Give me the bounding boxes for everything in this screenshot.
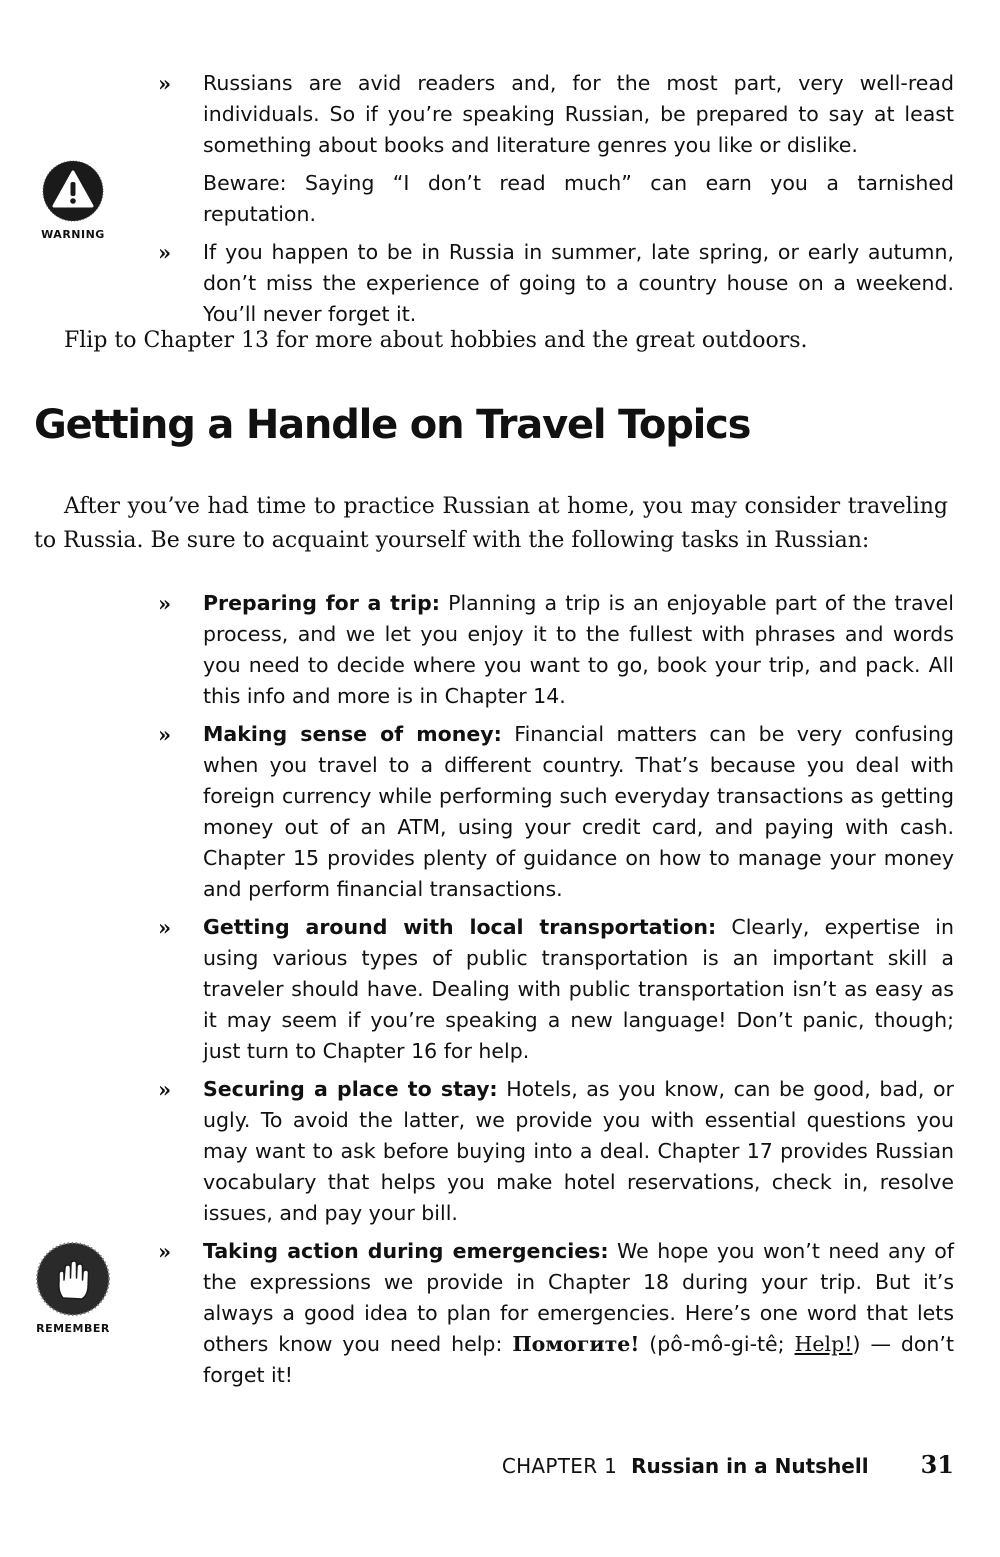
list-item	[158, 1074, 954, 1229]
section-intro: After you’ve had time to practice Russian at home, you may consider traveling to Russia. Be sure to acquaint yourself with the following tasks in Russian:	[34, 494, 948, 553]
warning-label: WARNING	[41, 228, 105, 241]
warning-callout	[28, 160, 118, 241]
remember-label: REMEMBER	[36, 1322, 110, 1335]
travel-bullet-list	[158, 588, 954, 1391]
bullet-text: Russians are avid readers and, for the most part, very well-read individuals. So if you’re speaking Russian, be prepared to say at least something about books and literature genres you like or dislike.	[203, 71, 954, 157]
russian-word: Помогите!	[512, 1332, 640, 1356]
list-item	[158, 1236, 954, 1391]
bullet-marker: »	[158, 722, 172, 747]
bullet-marker: »	[158, 71, 172, 96]
chapter-label: CHAPTER 1	[501, 1454, 618, 1478]
translation: Help!	[794, 1332, 853, 1356]
page-footer	[502, 1450, 954, 1479]
bullet-text: Hotels, as you know, can be good, bad, or ugly. To avoid the latter, we provide you with essential questions you may want to ask before buying into a deal. Chapter 17 provides Russian vocabulary that helps you make hotel reservations, check in, resolve issues, and pay your bill.	[203, 1077, 954, 1225]
bullet-lead: Making sense of money:	[203, 722, 502, 746]
pronunciation: pô-mô-gi-tê;	[657, 1332, 785, 1356]
bullet-lead: Preparing for a trip:	[203, 591, 440, 615]
warning-icon	[42, 160, 104, 222]
remember-callout	[28, 1242, 118, 1335]
chapter-title: Russian in a Nutshell	[631, 1454, 869, 1478]
bullet-marker: »	[158, 1077, 172, 1102]
page-number: 31	[920, 1450, 954, 1479]
bullet-marker: »	[158, 591, 172, 616]
list-item	[158, 719, 954, 905]
section-heading: Getting a Handle on Travel Topics	[34, 402, 751, 448]
list-item	[158, 68, 954, 230]
bullet-text: Financial matters can be very confusing when you travel to a different country. That’s because you deal with foreign currency while performing such everyday transactions as getting money out of an ATM, using your credit card, and paying with cash. Chapter 15 provides plenty of guidance on how to manage your money and perform financial transactions.	[203, 722, 954, 901]
pointing-hand-icon	[36, 1242, 110, 1316]
bullet-marker: »	[158, 1239, 172, 1264]
paren-open: (	[649, 1332, 658, 1356]
list-item	[158, 237, 954, 330]
flip-note: Flip to Chapter 13 for more about hobbies and the great outdoors.	[64, 328, 808, 353]
bullet-ending: — don’t forget it!	[203, 1332, 954, 1387]
bullet-extra-text: Beware: Saying “I don’t read much” can earn you a tarnished reputation.	[203, 171, 954, 226]
bullet-text: Planning a trip is an enjoyable part of the travel process, and we let you enjoy it to the fullest with phrases and words you need to decide where you want to go, book your trip, and pack. All this info and more is in Chapter 14.	[203, 591, 954, 708]
bullet-marker: »	[158, 915, 172, 940]
bullet-lead: Securing a place to stay:	[203, 1077, 498, 1101]
top-bullet-list	[158, 68, 954, 330]
list-item	[158, 912, 954, 1067]
paren-close: )	[852, 1332, 861, 1356]
bullet-marker: »	[158, 240, 172, 265]
bullet-text: If you happen to be in Russia in summer, late spring, or early autumn, don’t miss the experience of going to a country house on a weekend. You’ll never forget it.	[203, 240, 954, 326]
list-item	[158, 588, 954, 712]
bullet-lead: Taking action during emergencies:	[203, 1239, 609, 1263]
bullet-text: Clearly, expertise in using various types of public transportation is an important skill a traveler should have. Dealing with public transportation isn’t as easy as it may seem if you’re speaking a new language! Don’t panic, though; just turn to Chapter 16 for help.	[203, 915, 954, 1063]
bullet-text: We hope you won’t need any of the expressions we provide in Chapter 18 during your trip. But it’s always a good idea to plan for emergencies. Here’s one word that lets others know you need help:	[203, 1239, 954, 1356]
bullet-lead: Getting around with local transportation:	[203, 915, 717, 939]
